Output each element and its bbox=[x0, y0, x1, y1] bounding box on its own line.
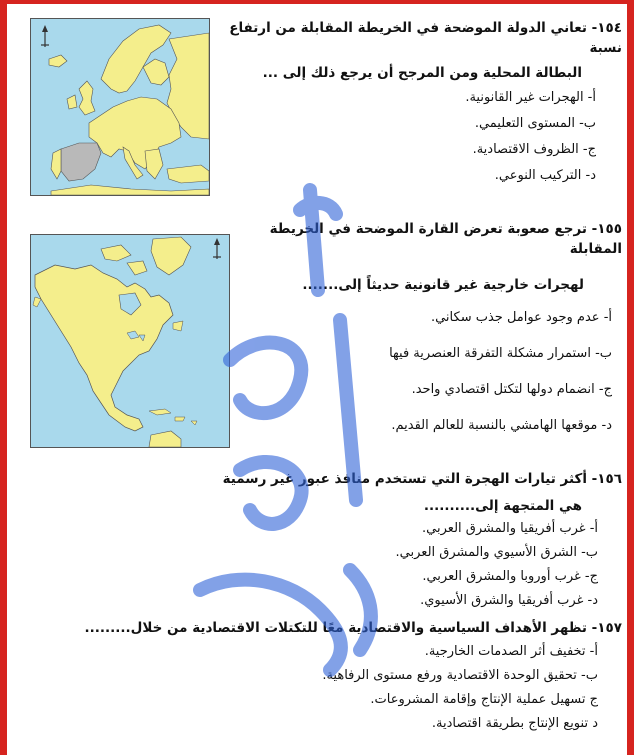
red-border-right bbox=[627, 0, 634, 755]
question-154-option-b[interactable]: ب- المستوى التعليمي. bbox=[474, 116, 596, 131]
question-155-option-c[interactable]: ج- انضمام دولها لتكتل اقتصادي واحد. bbox=[411, 382, 612, 397]
question-155-option-a[interactable]: أ- عدم وجود عوامل جذب سكاني. bbox=[430, 310, 612, 325]
question-156-text-line1: أكثر تيارات الهجرة التي تستخدم منافذ عبور غير رسمية bbox=[222, 471, 587, 487]
question-157 bbox=[80, 618, 622, 733]
question-156-text-line2: هي المتجهة إلى.......... bbox=[423, 498, 582, 514]
north-america-map-drawing bbox=[31, 235, 229, 447]
question-156-option-b[interactable]: ب- الشرق الأسيوي والمشرق العربي. bbox=[395, 545, 598, 560]
question-157-option-d[interactable]: د تنويع الإنتاج بطريقة اقتصادية. bbox=[431, 716, 598, 731]
question-154-option-a[interactable]: أ- الهجرات غير القانونية. bbox=[465, 90, 596, 105]
question-155-option-d[interactable]: د- موقعها الهامشي بالنسبة للعالم القديم. bbox=[391, 418, 612, 433]
question-157-text-line1: تظهر الأهداف السياسية والاقتصادية معًا للتكتلات الاقتصادية من خلال......... bbox=[84, 620, 587, 636]
question-154-number: ١٥٤- bbox=[591, 20, 622, 36]
question-157-number: ١٥٧- bbox=[591, 620, 622, 636]
question-156-title bbox=[180, 469, 622, 489]
north-america-map bbox=[30, 234, 230, 448]
question-155-number: ١٥٥- bbox=[591, 221, 622, 237]
question-155-text-line1: ترجع صعوبة تعرض القارة الموضحة في الخريطة المقابلة bbox=[269, 221, 622, 257]
question-156-option-a[interactable]: أ- غرب أفريقيا والمشرق العربي. bbox=[422, 521, 598, 536]
question-154-option-c[interactable]: ج- الظروف الاقتصادية. bbox=[472, 142, 596, 157]
question-157-option-c[interactable]: ج تسهيل عملية الإنتاج وإقامة المشروعات. bbox=[370, 692, 598, 707]
question-154 bbox=[210, 18, 622, 185]
question-154-title bbox=[210, 18, 622, 58]
question-156-option-c[interactable]: ج- غرب أوروبا والمشرق العربي. bbox=[422, 569, 598, 584]
question-155-option-b[interactable]: ب- استمرار مشكلة التفرقة العنصرية فيها bbox=[389, 346, 612, 361]
question-154-text-line1: تعاني الدولة الموضحة في الخريطة المقابلة من ارتفاع نسبة bbox=[229, 20, 622, 56]
red-border-top bbox=[0, 0, 634, 4]
europe-map bbox=[30, 18, 210, 196]
europe-map-drawing bbox=[31, 19, 209, 195]
question-157-option-b[interactable]: ب- تحقيق الوحدة الاقتصادية ورفع مستوى الرفاهية. bbox=[322, 668, 598, 683]
question-157-title bbox=[80, 618, 622, 638]
question-156-number: ١٥٦- bbox=[591, 471, 622, 487]
question-156 bbox=[180, 469, 622, 610]
question-155 bbox=[230, 219, 622, 435]
question-155-text-line2: لهجرات خارجية غير قانونية حديثاً إلى....... bbox=[302, 277, 584, 293]
question-154-option-d[interactable]: د- التركيب النوعي. bbox=[494, 168, 596, 183]
question-156-option-d[interactable]: د- غرب أفريقيا والشرق الأسيوي. bbox=[420, 593, 598, 608]
question-155-title bbox=[230, 219, 622, 259]
question-157-option-a[interactable]: أ- تخفيف أثر الصدمات الخارجية. bbox=[424, 644, 598, 659]
red-border-left bbox=[0, 0, 7, 755]
question-154-text-line2: البطالة المحلية ومن المرجح أن يرجع ذلك إلى ... bbox=[262, 65, 582, 81]
